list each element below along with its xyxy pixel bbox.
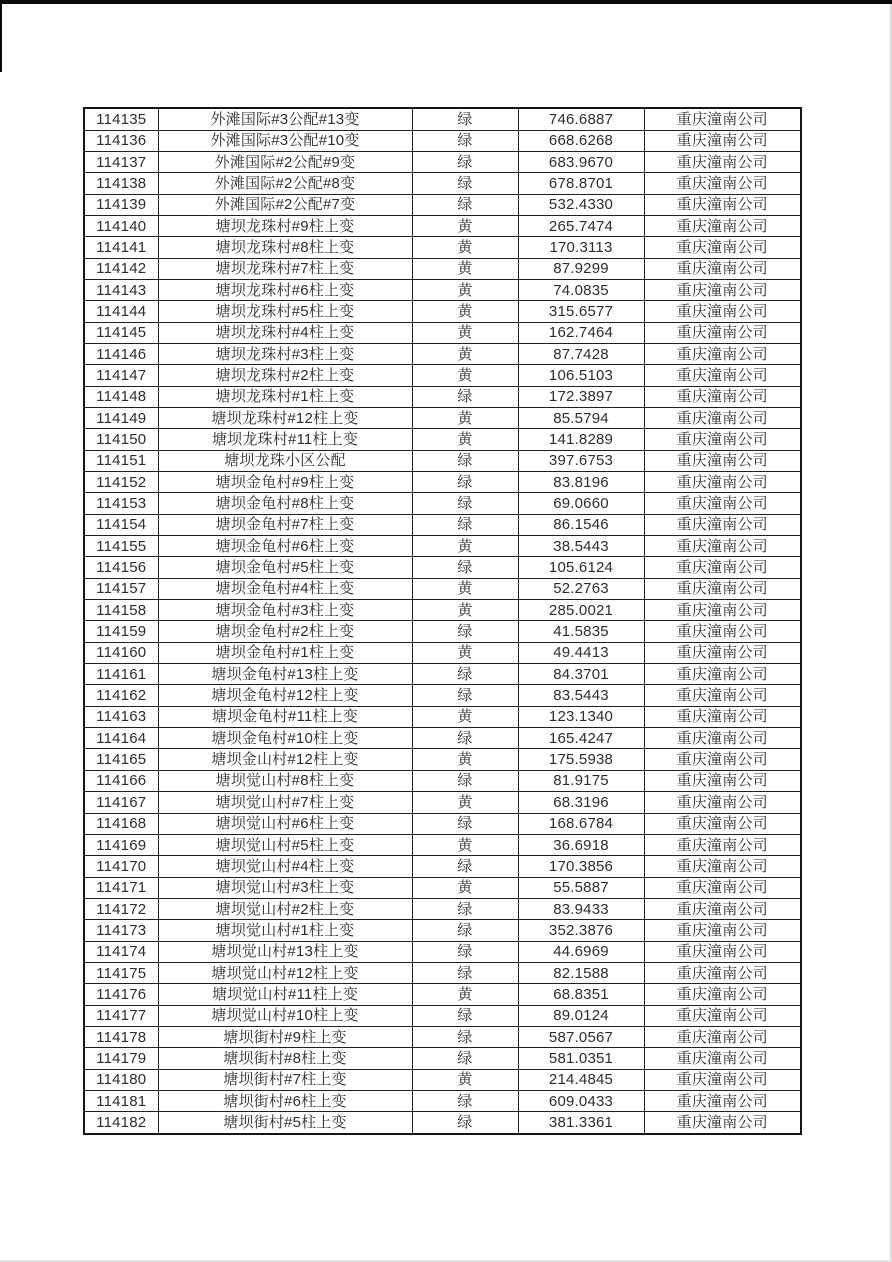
row-id-cell: 114168 xyxy=(84,813,158,834)
row-id-cell: 114152 xyxy=(84,472,158,493)
table-row xyxy=(84,856,801,877)
row-id-cell: 114158 xyxy=(84,600,158,621)
load-value-cell: 352.3876 xyxy=(518,920,644,941)
table-row xyxy=(84,941,801,962)
row-id-cell: 114138 xyxy=(84,173,158,194)
status-cell: 绿 xyxy=(412,108,518,130)
status-cell: 绿 xyxy=(412,194,518,215)
load-value-cell: 69.0660 xyxy=(518,493,644,514)
device-name-cell: 塘坝觉山村#3柱上变 xyxy=(158,877,412,898)
table-row xyxy=(84,600,801,621)
company-cell: 重庆潼南公司 xyxy=(644,450,801,471)
table-row xyxy=(84,1005,801,1026)
table-row xyxy=(84,664,801,685)
company-cell: 重庆潼南公司 xyxy=(644,1005,801,1026)
load-value-cell: 265.7474 xyxy=(518,215,644,236)
row-id-cell: 114145 xyxy=(84,322,158,343)
load-value-cell: 678.8701 xyxy=(518,173,644,194)
row-id-cell: 114180 xyxy=(84,1069,158,1090)
device-name-cell: 外滩国际#2公配#9变 xyxy=(158,151,412,172)
table-row xyxy=(84,1112,801,1134)
device-name-cell: 塘坝金龟村#4柱上变 xyxy=(158,578,412,599)
company-cell: 重庆潼南公司 xyxy=(644,429,801,450)
device-name-cell: 塘坝龙珠小区公配 xyxy=(158,450,412,471)
table-row xyxy=(84,1026,801,1047)
row-id-cell: 114153 xyxy=(84,493,158,514)
status-cell: 黄 xyxy=(412,749,518,770)
device-name-cell: 塘坝金龟村#8柱上变 xyxy=(158,493,412,514)
load-value-cell: 162.7464 xyxy=(518,322,644,343)
row-id-cell: 114151 xyxy=(84,450,158,471)
row-id-cell: 114148 xyxy=(84,386,158,407)
row-id-cell: 114174 xyxy=(84,941,158,962)
company-cell: 重庆潼南公司 xyxy=(644,365,801,386)
status-cell: 绿 xyxy=(412,898,518,919)
load-value-cell: 38.5443 xyxy=(518,536,644,557)
status-cell: 绿 xyxy=(412,728,518,749)
table-row xyxy=(84,749,801,770)
status-cell: 绿 xyxy=(412,962,518,983)
row-id-cell: 114146 xyxy=(84,343,158,364)
company-cell: 重庆潼南公司 xyxy=(644,343,801,364)
load-value-cell: 170.3856 xyxy=(518,856,644,877)
load-value-cell: 89.0124 xyxy=(518,1005,644,1026)
table-row xyxy=(84,770,801,791)
device-name-cell: 塘坝龙珠村#2柱上变 xyxy=(158,365,412,386)
company-cell: 重庆潼南公司 xyxy=(644,514,801,535)
device-name-cell: 塘坝龙珠村#9柱上变 xyxy=(158,215,412,236)
load-value-cell: 55.5887 xyxy=(518,877,644,898)
table-row xyxy=(84,962,801,983)
load-value-cell: 44.6969 xyxy=(518,941,644,962)
row-id-cell: 114143 xyxy=(84,279,158,300)
company-cell: 重庆潼南公司 xyxy=(644,962,801,983)
device-name-cell: 塘坝金龟村#3柱上变 xyxy=(158,600,412,621)
status-cell: 绿 xyxy=(412,621,518,642)
row-id-cell: 114177 xyxy=(84,1005,158,1026)
device-name-cell: 塘坝街村#8柱上变 xyxy=(158,1048,412,1069)
device-name-cell: 外滩国际#3公配#13变 xyxy=(158,108,412,130)
row-id-cell: 114147 xyxy=(84,365,158,386)
load-value-cell: 84.3701 xyxy=(518,664,644,685)
row-id-cell: 114179 xyxy=(84,1048,158,1069)
table-row xyxy=(84,1069,801,1090)
status-cell: 黄 xyxy=(412,642,518,663)
company-cell: 重庆潼南公司 xyxy=(644,407,801,428)
status-cell: 黄 xyxy=(412,322,518,343)
device-name-cell: 塘坝金龟村#13柱上变 xyxy=(158,664,412,685)
status-cell: 绿 xyxy=(412,1026,518,1047)
company-cell: 重庆潼南公司 xyxy=(644,706,801,727)
row-id-cell: 114159 xyxy=(84,621,158,642)
device-name-cell: 塘坝龙珠村#12柱上变 xyxy=(158,407,412,428)
load-value-cell: 83.5443 xyxy=(518,685,644,706)
status-cell: 黄 xyxy=(412,258,518,279)
status-cell: 黄 xyxy=(412,1069,518,1090)
row-id-cell: 114176 xyxy=(84,984,158,1005)
load-value-cell: 41.5835 xyxy=(518,621,644,642)
table-row xyxy=(84,194,801,215)
table-row xyxy=(84,792,801,813)
company-cell: 重庆潼南公司 xyxy=(644,856,801,877)
company-cell: 重庆潼南公司 xyxy=(644,1090,801,1111)
company-cell: 重庆潼南公司 xyxy=(644,322,801,343)
status-cell: 黄 xyxy=(412,706,518,727)
table-row xyxy=(84,728,801,749)
load-value-cell: 165.4247 xyxy=(518,728,644,749)
status-cell: 绿 xyxy=(412,151,518,172)
load-value-cell: 36.6918 xyxy=(518,834,644,855)
device-name-cell: 塘坝觉山村#1柱上变 xyxy=(158,920,412,941)
company-cell: 重庆潼南公司 xyxy=(644,493,801,514)
row-id-cell: 114171 xyxy=(84,877,158,898)
status-cell: 绿 xyxy=(412,770,518,791)
device-name-cell: 塘坝龙珠村#7柱上变 xyxy=(158,258,412,279)
table-row xyxy=(84,472,801,493)
device-name-cell: 塘坝觉山村#4柱上变 xyxy=(158,856,412,877)
device-name-cell: 外滩国际#2公配#8变 xyxy=(158,173,412,194)
company-cell: 重庆潼南公司 xyxy=(644,600,801,621)
device-name-cell: 塘坝龙珠村#1柱上变 xyxy=(158,386,412,407)
status-cell: 黄 xyxy=(412,792,518,813)
device-name-cell: 塘坝龙珠村#8柱上变 xyxy=(158,237,412,258)
table-row xyxy=(84,493,801,514)
device-name-cell: 塘坝金龟村#11柱上变 xyxy=(158,706,412,727)
row-id-cell: 114135 xyxy=(84,108,158,130)
status-cell: 绿 xyxy=(412,493,518,514)
row-id-cell: 114167 xyxy=(84,792,158,813)
row-id-cell: 114181 xyxy=(84,1090,158,1111)
status-cell: 绿 xyxy=(412,130,518,151)
device-name-cell: 塘坝金山村#12柱上变 xyxy=(158,749,412,770)
status-cell: 黄 xyxy=(412,301,518,322)
row-id-cell: 114139 xyxy=(84,194,158,215)
table-row xyxy=(84,279,801,300)
row-id-cell: 114164 xyxy=(84,728,158,749)
status-cell: 绿 xyxy=(412,514,518,535)
scan-edge-artifact-left xyxy=(0,0,2,72)
company-cell: 重庆潼南公司 xyxy=(644,1048,801,1069)
load-value-cell: 85.5794 xyxy=(518,407,644,428)
table-row xyxy=(84,536,801,557)
row-id-cell: 114144 xyxy=(84,301,158,322)
company-cell: 重庆潼南公司 xyxy=(644,301,801,322)
table-row xyxy=(84,215,801,236)
device-name-cell: 塘坝龙珠村#6柱上变 xyxy=(158,279,412,300)
transformer-load-table xyxy=(83,107,802,1135)
table-row xyxy=(84,813,801,834)
row-id-cell: 114157 xyxy=(84,578,158,599)
table-row xyxy=(84,151,801,172)
status-cell: 黄 xyxy=(412,536,518,557)
company-cell: 重庆潼南公司 xyxy=(644,151,801,172)
row-id-cell: 114169 xyxy=(84,834,158,855)
device-name-cell: 塘坝金龟村#9柱上变 xyxy=(158,472,412,493)
status-cell: 绿 xyxy=(412,1005,518,1026)
load-value-cell: 52.2763 xyxy=(518,578,644,599)
company-cell: 重庆潼南公司 xyxy=(644,108,801,130)
company-cell: 重庆潼南公司 xyxy=(644,685,801,706)
table-row xyxy=(84,301,801,322)
table-body xyxy=(84,108,801,1134)
row-id-cell: 114165 xyxy=(84,749,158,770)
row-id-cell: 114154 xyxy=(84,514,158,535)
company-cell: 重庆潼南公司 xyxy=(644,877,801,898)
company-cell: 重庆潼南公司 xyxy=(644,770,801,791)
row-id-cell: 114136 xyxy=(84,130,158,151)
load-value-cell: 87.7428 xyxy=(518,343,644,364)
table-row xyxy=(84,173,801,194)
company-cell: 重庆潼南公司 xyxy=(644,536,801,557)
status-cell: 绿 xyxy=(412,856,518,877)
status-cell: 绿 xyxy=(412,557,518,578)
device-name-cell: 塘坝龙珠村#3柱上变 xyxy=(158,343,412,364)
table-row xyxy=(84,557,801,578)
table-row xyxy=(84,108,801,130)
load-value-cell: 285.0021 xyxy=(518,600,644,621)
company-cell: 重庆潼南公司 xyxy=(644,472,801,493)
table-row xyxy=(84,685,801,706)
device-name-cell: 塘坝觉山村#5柱上变 xyxy=(158,834,412,855)
device-name-cell: 塘坝街村#6柱上变 xyxy=(158,1090,412,1111)
device-name-cell: 外滩国际#3公配#10变 xyxy=(158,130,412,151)
status-cell: 黄 xyxy=(412,279,518,300)
device-name-cell: 塘坝金龟村#2柱上变 xyxy=(158,621,412,642)
load-value-cell: 82.1588 xyxy=(518,962,644,983)
company-cell: 重庆潼南公司 xyxy=(644,1112,801,1134)
status-cell: 绿 xyxy=(412,386,518,407)
device-name-cell: 塘坝金龟村#12柱上变 xyxy=(158,685,412,706)
scan-edge-artifact-top xyxy=(0,0,892,4)
company-cell: 重庆潼南公司 xyxy=(644,279,801,300)
load-value-cell: 141.8289 xyxy=(518,429,644,450)
row-id-cell: 114161 xyxy=(84,664,158,685)
load-value-cell: 581.0351 xyxy=(518,1048,644,1069)
company-cell: 重庆潼南公司 xyxy=(644,664,801,685)
row-id-cell: 114166 xyxy=(84,770,158,791)
table-row xyxy=(84,898,801,919)
status-cell: 黄 xyxy=(412,984,518,1005)
table-row xyxy=(84,621,801,642)
load-value-cell: 170.3113 xyxy=(518,237,644,258)
device-name-cell: 塘坝金龟村#1柱上变 xyxy=(158,642,412,663)
device-name-cell: 塘坝觉山村#10柱上变 xyxy=(158,1005,412,1026)
company-cell: 重庆潼南公司 xyxy=(644,834,801,855)
device-name-cell: 塘坝觉山村#13柱上变 xyxy=(158,941,412,962)
device-name-cell: 塘坝觉山村#6柱上变 xyxy=(158,813,412,834)
row-id-cell: 114137 xyxy=(84,151,158,172)
company-cell: 重庆潼南公司 xyxy=(644,578,801,599)
company-cell: 重庆潼南公司 xyxy=(644,728,801,749)
status-cell: 绿 xyxy=(412,472,518,493)
status-cell: 绿 xyxy=(412,920,518,941)
status-cell: 绿 xyxy=(412,1090,518,1111)
status-cell: 黄 xyxy=(412,578,518,599)
device-name-cell: 塘坝觉山村#11柱上变 xyxy=(158,984,412,1005)
row-id-cell: 114173 xyxy=(84,920,158,941)
device-name-cell: 塘坝金龟村#7柱上变 xyxy=(158,514,412,535)
company-cell: 重庆潼南公司 xyxy=(644,749,801,770)
table-row xyxy=(84,450,801,471)
device-name-cell: 塘坝金龟村#10柱上变 xyxy=(158,728,412,749)
load-value-cell: 315.6577 xyxy=(518,301,644,322)
row-id-cell: 114175 xyxy=(84,962,158,983)
company-cell: 重庆潼南公司 xyxy=(644,621,801,642)
row-id-cell: 114155 xyxy=(84,536,158,557)
load-value-cell: 86.1546 xyxy=(518,514,644,535)
table-row xyxy=(84,706,801,727)
row-id-cell: 114156 xyxy=(84,557,158,578)
load-value-cell: 587.0567 xyxy=(518,1026,644,1047)
load-value-cell: 381.3361 xyxy=(518,1112,644,1134)
table-row xyxy=(84,365,801,386)
row-id-cell: 114172 xyxy=(84,898,158,919)
table-row xyxy=(84,877,801,898)
table-row xyxy=(84,429,801,450)
row-id-cell: 114149 xyxy=(84,407,158,428)
device-name-cell: 塘坝觉山村#2柱上变 xyxy=(158,898,412,919)
load-value-cell: 123.1340 xyxy=(518,706,644,727)
load-value-cell: 532.4330 xyxy=(518,194,644,215)
device-name-cell: 塘坝龙珠村#11柱上变 xyxy=(158,429,412,450)
status-cell: 绿 xyxy=(412,173,518,194)
status-cell: 绿 xyxy=(412,1112,518,1134)
table-row xyxy=(84,322,801,343)
company-cell: 重庆潼南公司 xyxy=(644,173,801,194)
company-cell: 重庆潼南公司 xyxy=(644,642,801,663)
company-cell: 重庆潼南公司 xyxy=(644,920,801,941)
status-cell: 黄 xyxy=(412,834,518,855)
row-id-cell: 114140 xyxy=(84,215,158,236)
load-value-cell: 168.6784 xyxy=(518,813,644,834)
row-id-cell: 114170 xyxy=(84,856,158,877)
row-id-cell: 114182 xyxy=(84,1112,158,1134)
status-cell: 黄 xyxy=(412,237,518,258)
device-name-cell: 塘坝觉山村#7柱上变 xyxy=(158,792,412,813)
device-name-cell: 塘坝觉山村#8柱上变 xyxy=(158,770,412,791)
table-row xyxy=(84,834,801,855)
device-name-cell: 塘坝街村#7柱上变 xyxy=(158,1069,412,1090)
table-row xyxy=(84,130,801,151)
company-cell: 重庆潼南公司 xyxy=(644,984,801,1005)
table-row xyxy=(84,642,801,663)
table-row xyxy=(84,578,801,599)
company-cell: 重庆潼南公司 xyxy=(644,194,801,215)
table-row xyxy=(84,1090,801,1111)
table-row xyxy=(84,514,801,535)
load-value-cell: 214.4845 xyxy=(518,1069,644,1090)
table-row xyxy=(84,984,801,1005)
row-id-cell: 114178 xyxy=(84,1026,158,1047)
load-value-cell: 609.0433 xyxy=(518,1090,644,1111)
status-cell: 绿 xyxy=(412,941,518,962)
status-cell: 黄 xyxy=(412,877,518,898)
table-row xyxy=(84,920,801,941)
load-value-cell: 74.0835 xyxy=(518,279,644,300)
row-id-cell: 114160 xyxy=(84,642,158,663)
row-id-cell: 114162 xyxy=(84,685,158,706)
row-id-cell: 114142 xyxy=(84,258,158,279)
row-id-cell: 114163 xyxy=(84,706,158,727)
table-row xyxy=(84,1048,801,1069)
table-row xyxy=(84,386,801,407)
load-value-cell: 172.3897 xyxy=(518,386,644,407)
load-value-cell: 49.4413 xyxy=(518,642,644,663)
company-cell: 重庆潼南公司 xyxy=(644,1026,801,1047)
status-cell: 黄 xyxy=(412,215,518,236)
company-cell: 重庆潼南公司 xyxy=(644,557,801,578)
status-cell: 黄 xyxy=(412,365,518,386)
status-cell: 黄 xyxy=(412,343,518,364)
company-cell: 重庆潼南公司 xyxy=(644,258,801,279)
load-value-cell: 83.9433 xyxy=(518,898,644,919)
table-row xyxy=(84,258,801,279)
company-cell: 重庆潼南公司 xyxy=(644,898,801,919)
load-value-cell: 83.8196 xyxy=(518,472,644,493)
company-cell: 重庆潼南公司 xyxy=(644,813,801,834)
device-name-cell: 塘坝街村#5柱上变 xyxy=(158,1112,412,1134)
device-name-cell: 塘坝龙珠村#5柱上变 xyxy=(158,301,412,322)
company-cell: 重庆潼南公司 xyxy=(644,941,801,962)
device-name-cell: 塘坝龙珠村#4柱上变 xyxy=(158,322,412,343)
load-value-cell: 668.6268 xyxy=(518,130,644,151)
row-id-cell: 114141 xyxy=(84,237,158,258)
table-row xyxy=(84,407,801,428)
load-value-cell: 397.6753 xyxy=(518,450,644,471)
device-name-cell: 塘坝觉山村#12柱上变 xyxy=(158,962,412,983)
status-cell: 黄 xyxy=(412,429,518,450)
status-cell: 黄 xyxy=(412,600,518,621)
load-value-cell: 175.5938 xyxy=(518,749,644,770)
row-id-cell: 114150 xyxy=(84,429,158,450)
load-value-cell: 87.9299 xyxy=(518,258,644,279)
device-name-cell: 塘坝金龟村#5柱上变 xyxy=(158,557,412,578)
status-cell: 绿 xyxy=(412,1048,518,1069)
status-cell: 绿 xyxy=(412,813,518,834)
table-row xyxy=(84,343,801,364)
load-value-cell: 68.3196 xyxy=(518,792,644,813)
device-name-cell: 外滩国际#2公配#7变 xyxy=(158,194,412,215)
load-value-cell: 106.5103 xyxy=(518,365,644,386)
status-cell: 绿 xyxy=(412,450,518,471)
company-cell: 重庆潼南公司 xyxy=(644,215,801,236)
load-value-cell: 68.8351 xyxy=(518,984,644,1005)
load-value-cell: 81.9175 xyxy=(518,770,644,791)
company-cell: 重庆潼南公司 xyxy=(644,386,801,407)
load-value-cell: 683.9670 xyxy=(518,151,644,172)
table-row xyxy=(84,237,801,258)
load-value-cell: 746.6887 xyxy=(518,108,644,130)
company-cell: 重庆潼南公司 xyxy=(644,130,801,151)
status-cell: 绿 xyxy=(412,685,518,706)
load-value-cell: 105.6124 xyxy=(518,557,644,578)
company-cell: 重庆潼南公司 xyxy=(644,1069,801,1090)
company-cell: 重庆潼南公司 xyxy=(644,792,801,813)
device-name-cell: 塘坝金龟村#6柱上变 xyxy=(158,536,412,557)
company-cell: 重庆潼南公司 xyxy=(644,237,801,258)
device-name-cell: 塘坝街村#9柱上变 xyxy=(158,1026,412,1047)
status-cell: 黄 xyxy=(412,407,518,428)
status-cell: 绿 xyxy=(412,664,518,685)
